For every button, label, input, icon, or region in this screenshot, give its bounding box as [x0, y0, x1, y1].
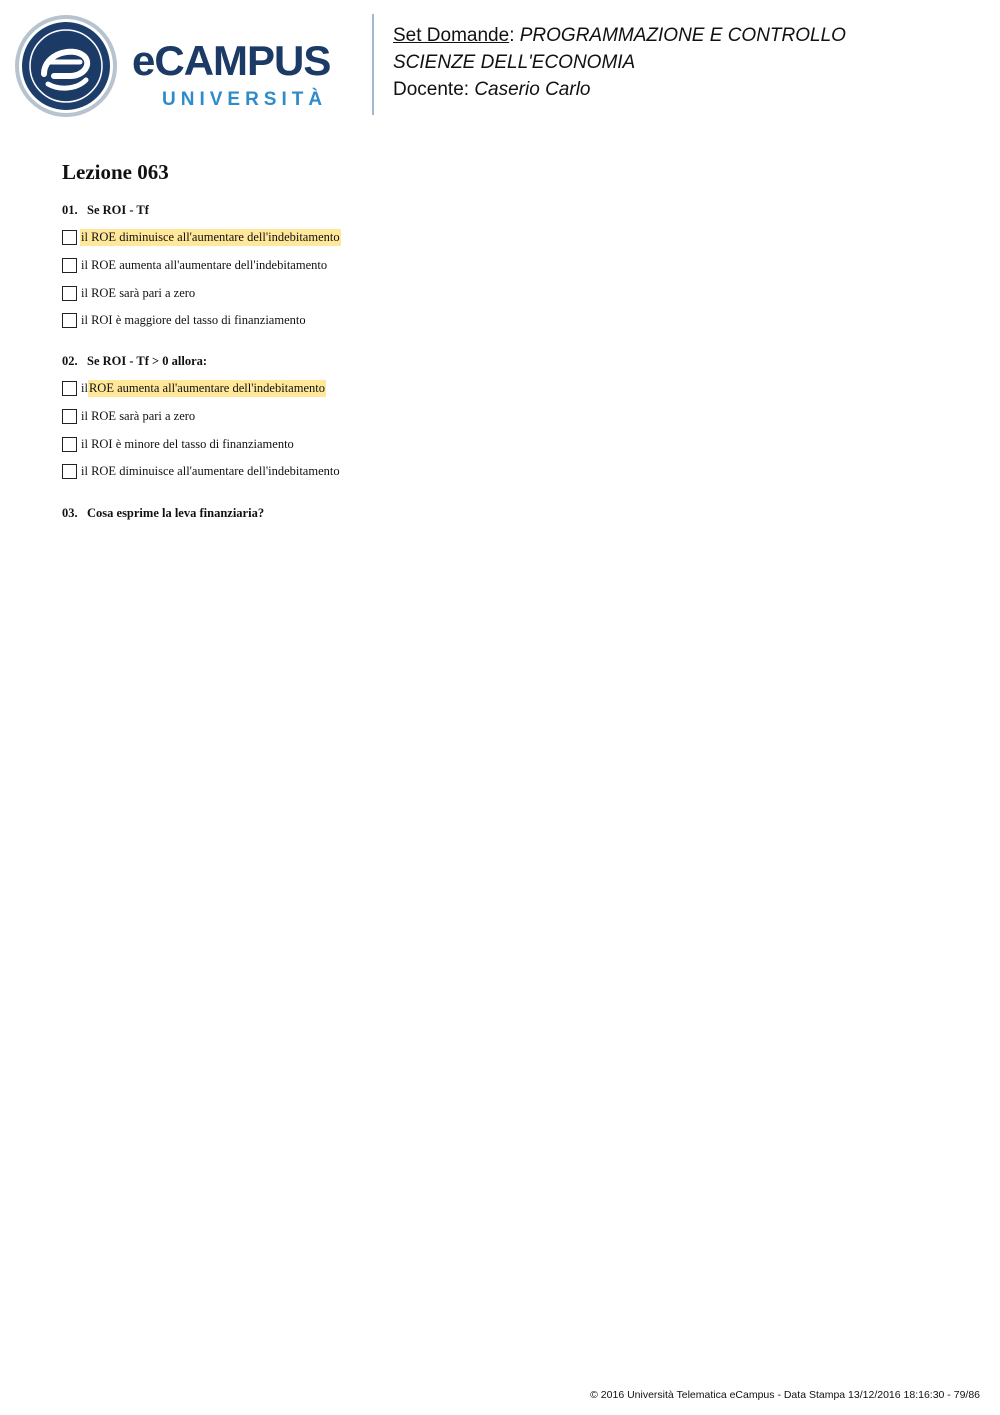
answer-checkbox[interactable] — [62, 464, 77, 479]
answer-text: il ROE sarà pari a zero — [81, 285, 196, 300]
answer-option-02-d[interactable] — [62, 463, 341, 479]
question-03 — [62, 506, 264, 521]
ecampus-logo — [14, 14, 359, 118]
question-text: Cosa esprime la leva finanziaria? — [87, 506, 265, 520]
answer-option-02-a[interactable] — [62, 380, 326, 396]
header-divider — [372, 14, 374, 115]
question-01 — [62, 203, 149, 218]
answer-checkbox[interactable] — [62, 437, 77, 452]
answer-checkbox[interactable] — [62, 230, 77, 245]
set-label: Set Domande — [393, 25, 510, 46]
answer-checkbox[interactable] — [62, 381, 77, 396]
answer-option-02-c[interactable] — [62, 436, 295, 452]
answer-option-02-b[interactable] — [62, 408, 196, 424]
set-line — [393, 22, 846, 49]
question-number: 01. — [62, 203, 78, 217]
answer-text: il ROE aumenta all'aumentare dell'indebitamento — [81, 257, 328, 272]
page-footer: © 2016 Università Telematica eCampus - Data Stampa 13/12/2016 18:16:30 - 79/86 — [590, 1389, 980, 1401]
question-02 — [62, 354, 207, 369]
question-number: 03. — [62, 506, 78, 520]
question-text: Se ROI - Tf — [87, 203, 149, 217]
logo-subtitle: UNIVERSITÀ — [162, 89, 328, 110]
lesson-title: Lezione 063 — [62, 160, 169, 184]
course-title-line2: SCIENZE DELL'ECONOMIA — [393, 52, 636, 73]
teacher-name: Caserio Carlo — [474, 79, 591, 100]
answer-text: il ROE diminuisce all'aumentare dell'indebitamento — [81, 463, 340, 478]
answer-text-highlighted: ROE aumenta all'aumentare dell'indebitamento — [88, 380, 325, 395]
answer-checkbox[interactable] — [62, 409, 77, 424]
teacher-line — [393, 76, 846, 103]
answer-checkbox[interactable] — [62, 313, 77, 328]
answer-option-01-c[interactable] — [62, 285, 196, 301]
logo-wordmark: eCAMPUS — [132, 37, 331, 84]
answer-text: il ROE diminuisce all'aumentare dell'indebitamento — [81, 229, 340, 244]
course-title-line1: PROGRAMMAZIONE E CONTROLLO — [519, 25, 846, 46]
answer-text: il ROI è maggiore del tasso di finanziamento — [81, 312, 306, 327]
answer-checkbox[interactable] — [62, 258, 77, 273]
answer-checkbox[interactable] — [62, 286, 77, 301]
answer-option-01-b[interactable] — [62, 257, 328, 273]
answer-option-01-a[interactable] — [62, 229, 341, 245]
question-number: 02. — [62, 354, 78, 368]
teacher-label: Docente: — [393, 79, 475, 100]
answer-option-01-d[interactable] — [62, 312, 307, 328]
question-text: Se ROI - Tf > 0 allora: — [87, 354, 208, 368]
course-info — [393, 22, 846, 103]
answer-text: il ROI è minore del tasso di finanziamento — [81, 436, 294, 451]
set-colon: : — [509, 25, 520, 46]
answer-text-plain: il — [81, 380, 88, 395]
university-seal-icon — [14, 14, 118, 118]
answer-text: il ROE sarà pari a zero — [81, 408, 196, 423]
